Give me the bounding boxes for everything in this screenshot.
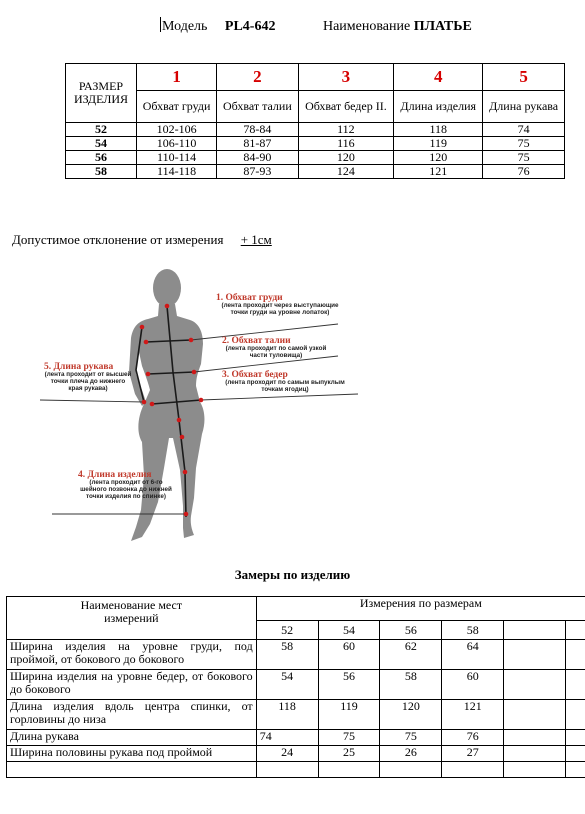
column-number: 3	[298, 64, 394, 91]
spec-row-label: Ширина изделия на уровне бедер, от бокового до бокового	[7, 670, 257, 700]
spec-value: 24	[256, 746, 318, 762]
spec-value: 58	[380, 670, 442, 700]
spec-value: 76	[442, 730, 504, 746]
size-cell: 58	[66, 165, 137, 179]
spec-value	[566, 730, 585, 746]
label-waist-title: 2. Обхват талии	[222, 336, 291, 346]
value-cell: 120	[394, 151, 483, 165]
column-header: Обхват груди	[137, 91, 217, 123]
measurement-figure	[38, 262, 358, 547]
value-cell: 120	[298, 151, 394, 165]
column-header: Длина изделия	[394, 91, 483, 123]
value-cell: 124	[298, 165, 394, 179]
spec-row-label	[7, 762, 257, 778]
tolerance-value: + 1см	[240, 232, 272, 247]
value-cell: 74	[483, 123, 565, 137]
column-number: 1	[137, 64, 217, 91]
table-row	[7, 670, 585, 700]
value-cell: 112	[298, 123, 394, 137]
spec-value	[566, 746, 585, 762]
model-label: Модель	[162, 19, 208, 34]
label-sleeve-desc: (лента проходит от высшей точки плеча до нижнего края рукава)	[44, 371, 132, 392]
spec-value	[504, 762, 566, 778]
spec-value	[566, 762, 585, 778]
spec-value: 56	[318, 670, 380, 700]
name-value: ПЛАТЬЕ	[413, 19, 472, 34]
label-length-title: 4. Длина изделия	[78, 470, 152, 480]
value-cell: 75	[483, 151, 565, 165]
size-cell: 54	[66, 137, 137, 151]
spec-value	[504, 746, 566, 762]
spec-section-title: Замеры по изделию	[234, 567, 351, 582]
spec-value: 120	[380, 700, 442, 730]
tolerance-note	[12, 232, 272, 248]
label-sleeve	[44, 362, 132, 393]
size-table-corner: РАЗМЕР ИЗДЕЛИЯ	[66, 64, 137, 123]
spec-value	[504, 730, 566, 746]
spec-value: 62	[380, 640, 442, 670]
value-cell: 87-93	[217, 165, 298, 179]
spec-value	[318, 762, 380, 778]
spec-value: 75	[318, 730, 380, 746]
column-header: Обхват талии	[217, 91, 298, 123]
spec-value: 118	[256, 700, 318, 730]
column-header: Обхват бедер II.	[298, 91, 394, 123]
table-row	[66, 123, 565, 137]
model-code: PL4-642	[224, 19, 276, 34]
table-row	[7, 730, 585, 746]
spec-row-label: Ширина изделия на уровне груди, под проймой, от бокового до бокового	[7, 640, 257, 670]
spec-value: 75	[380, 730, 442, 746]
spec-value	[566, 670, 585, 700]
spec-value	[566, 640, 585, 670]
spec-value: 60	[442, 670, 504, 700]
size-cell: 52	[66, 123, 137, 137]
size-header	[566, 621, 585, 640]
spec-row-label: Ширина половины рукава под проймой	[7, 746, 257, 762]
value-cell: 119	[394, 137, 483, 151]
table-row	[7, 700, 585, 730]
label-length	[78, 470, 174, 501]
spec-value: 119	[318, 700, 380, 730]
spec-value: 26	[380, 746, 442, 762]
label-sleeve-title: 5. Длина рукава	[44, 362, 114, 372]
table-row	[66, 151, 565, 165]
label-chest-desc: (лента проходит через выступающие точки груди на уровне лопаток)	[221, 302, 339, 316]
spec-row-label: Длина изделия вдоль центра спинки, от горловины до низа	[7, 700, 257, 730]
size-header: 54	[318, 621, 380, 640]
document-header	[160, 17, 580, 35]
spec-value: 121	[442, 700, 504, 730]
value-cell: 76	[483, 165, 565, 179]
size-header: 52	[256, 621, 318, 640]
column-number: 5	[483, 64, 565, 91]
value-cell: 106-110	[137, 137, 217, 151]
value-cell: 118	[394, 123, 483, 137]
value-cell: 121	[394, 165, 483, 179]
table-row	[7, 640, 585, 670]
tolerance-text: Допустимое отклонение от измерения	[12, 232, 224, 247]
table-row	[66, 137, 565, 151]
spec-value: 27	[442, 746, 504, 762]
label-chest-title: 1. Обхват груди	[216, 293, 283, 303]
value-cell: 84-90	[217, 151, 298, 165]
value-cell: 78-84	[217, 123, 298, 137]
value-cell: 102-106	[137, 123, 217, 137]
column-number: 4	[394, 64, 483, 91]
spec-row-label: Длина рукава	[7, 730, 257, 746]
size-header	[504, 621, 566, 640]
spec-value: 74	[256, 730, 318, 746]
spec-table	[6, 596, 585, 778]
spec-value: 54	[256, 670, 318, 700]
spec-name-header: Наименование мест измерений	[7, 597, 257, 640]
label-chest	[216, 293, 344, 317]
text-cursor	[160, 17, 161, 32]
value-cell: 116	[298, 137, 394, 151]
value-cell: 110-114	[137, 151, 217, 165]
size-header: 56	[380, 621, 442, 640]
size-cell: 56	[66, 151, 137, 165]
spec-value	[566, 700, 585, 730]
spec-value: 25	[318, 746, 380, 762]
label-hips-title: 3. Обхват бедер	[222, 370, 288, 380]
spec-value	[380, 762, 442, 778]
spec-value	[504, 700, 566, 730]
spec-value: 58	[256, 640, 318, 670]
spec-value: 64	[442, 640, 504, 670]
table-row	[7, 762, 585, 778]
value-cell: 81-87	[217, 137, 298, 151]
label-waist-desc: (лента проходит по самой узкой части туловища)	[225, 345, 327, 359]
size-table	[65, 63, 565, 179]
name-label: Наименование	[322, 19, 411, 34]
column-number: 2	[217, 64, 298, 91]
spec-value	[442, 762, 504, 778]
label-hips-desc: (лента проходит по самым выпуклым точкам ягодиц)	[225, 379, 345, 393]
table-row	[66, 165, 565, 179]
value-cell: 114-118	[137, 165, 217, 179]
column-header: Длина рукава	[483, 91, 565, 123]
size-header: 58	[442, 621, 504, 640]
spec-value: 60	[318, 640, 380, 670]
spec-value	[256, 762, 318, 778]
label-hips	[222, 370, 348, 394]
table-row	[7, 746, 585, 762]
spec-value	[504, 640, 566, 670]
value-cell: 75	[483, 137, 565, 151]
label-waist	[222, 336, 330, 360]
spec-measurements-header: Измерения по размерам	[256, 597, 585, 621]
spec-value	[504, 670, 566, 700]
label-length-desc: (лента проходит от 6-го шейного позвонка до нижней точки изделия по спинке)	[80, 479, 172, 500]
